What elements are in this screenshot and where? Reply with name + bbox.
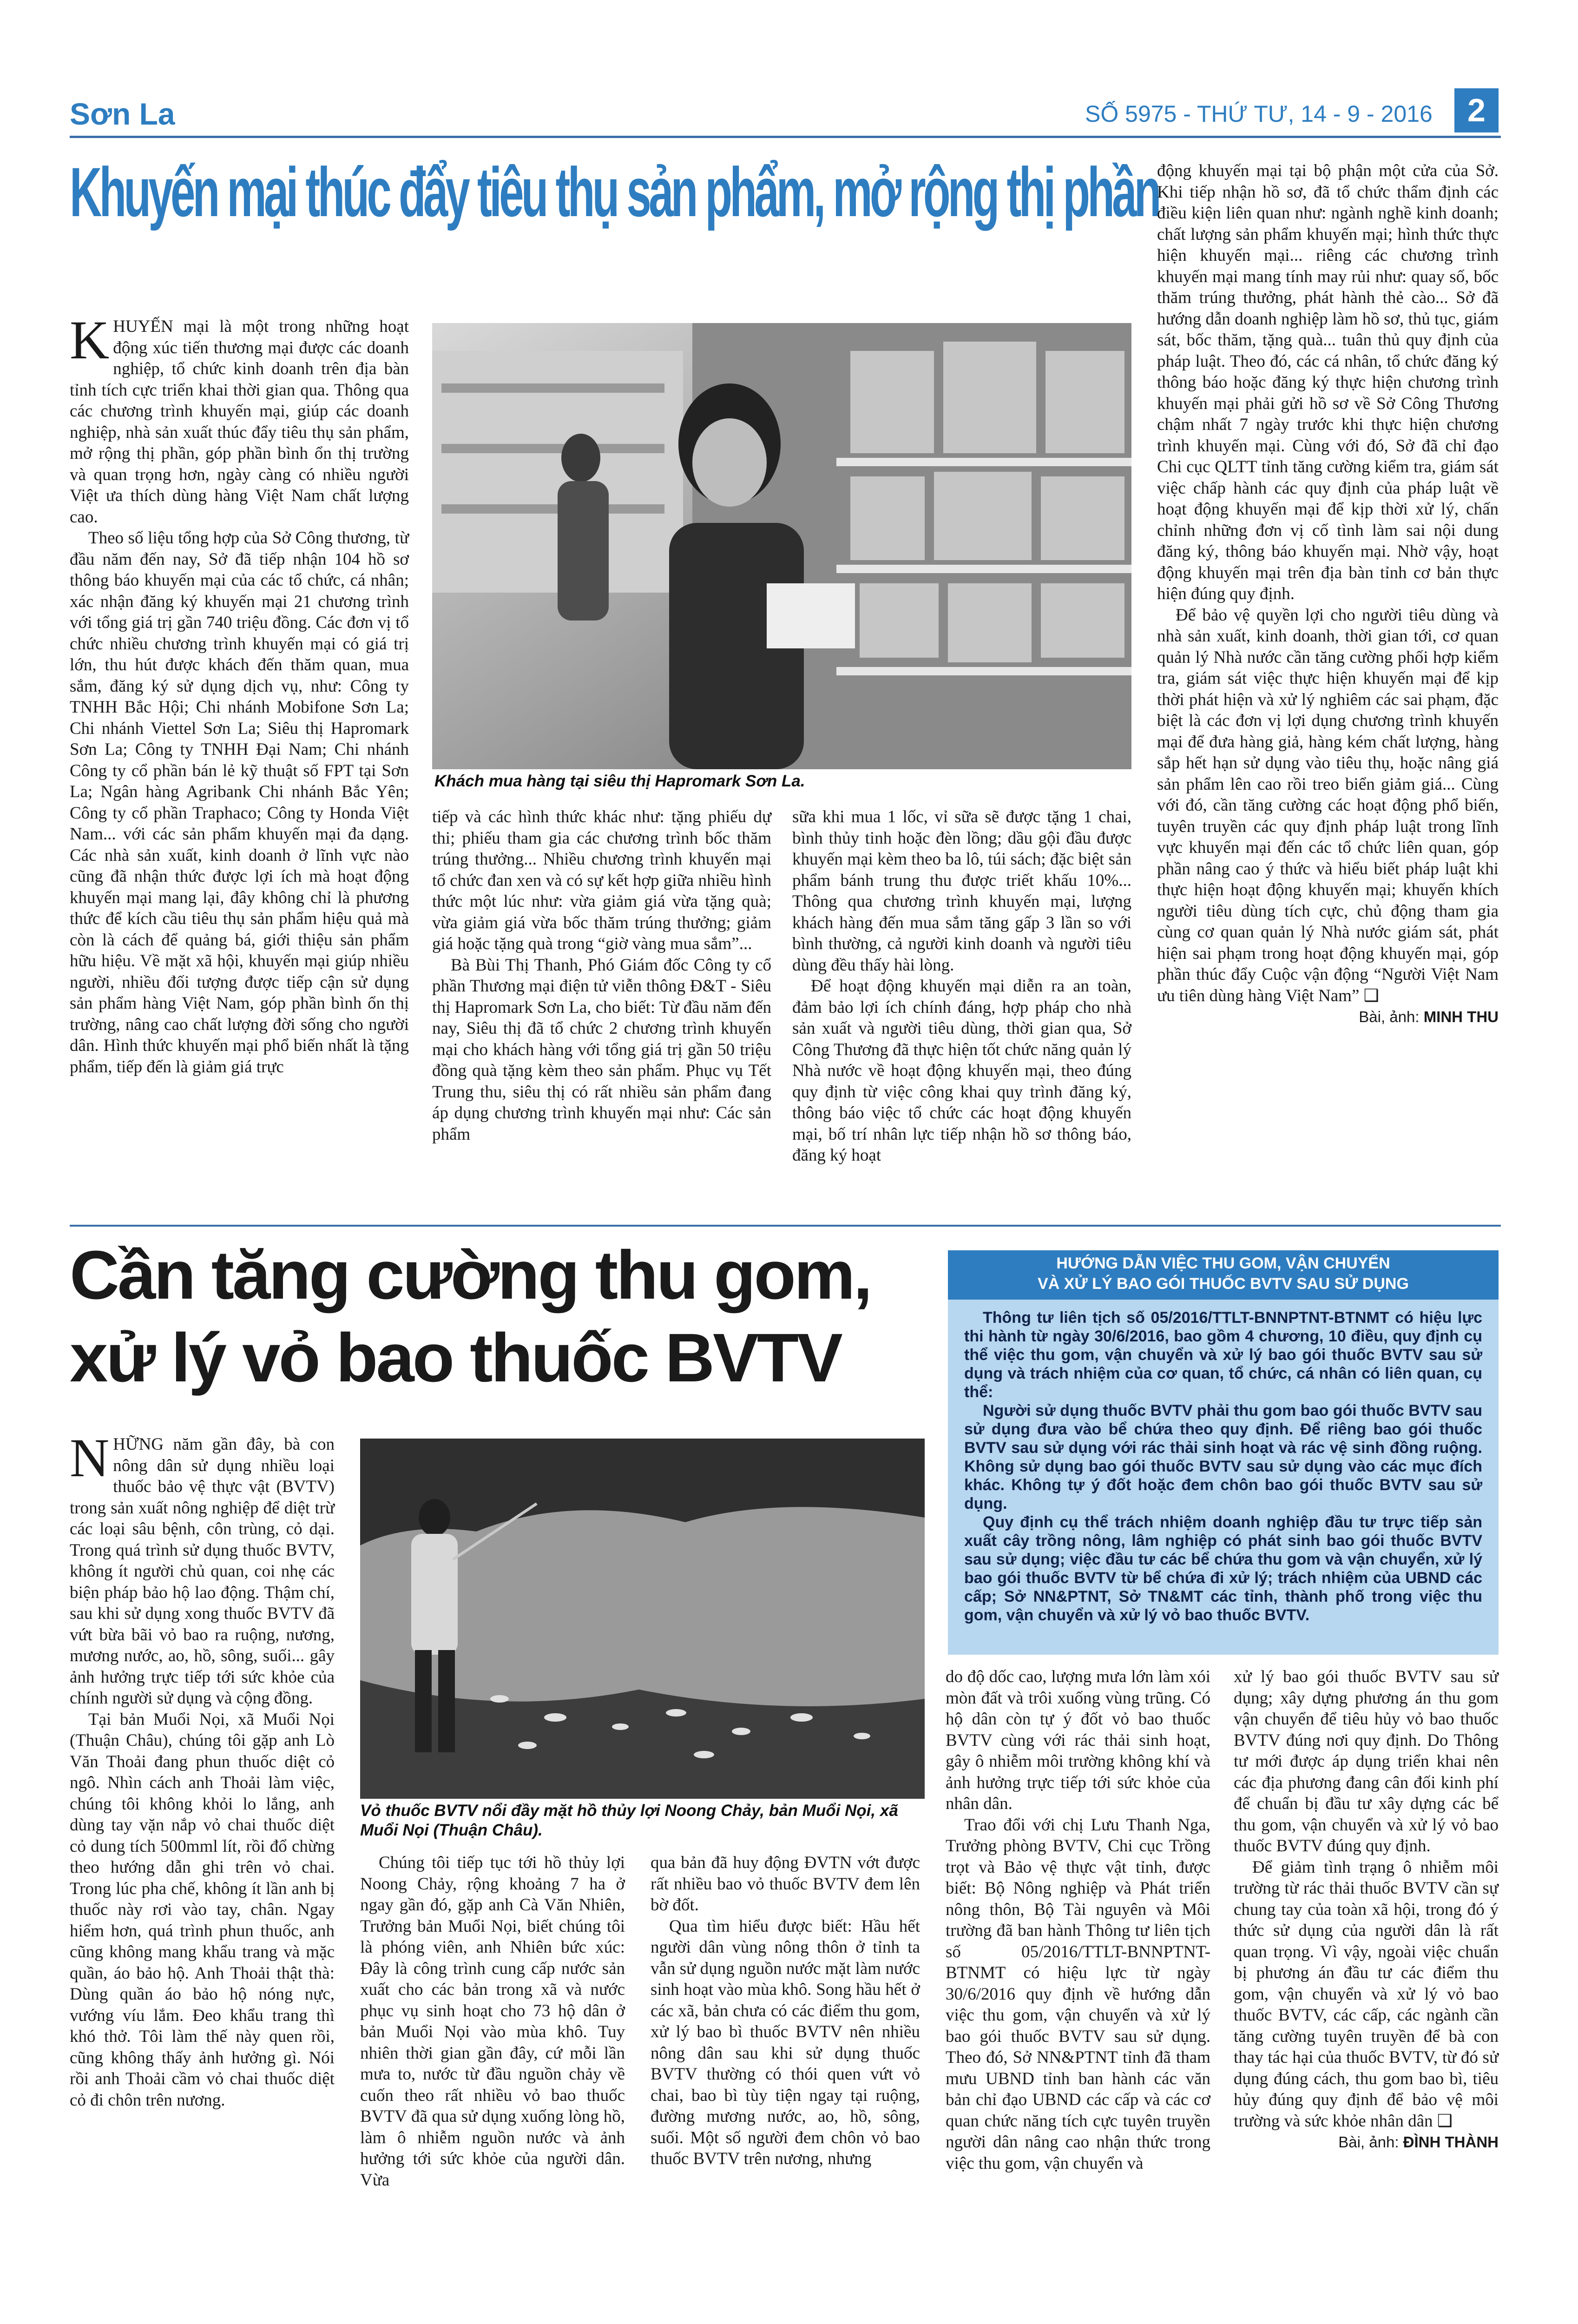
article2-byline	[1234, 2132, 1499, 2153]
header-rule	[70, 136, 1501, 138]
page-number: 2	[1454, 88, 1499, 132]
article2-col3-p1: qua bản đã huy động ĐVTN vớt được rất nhiều bao vỏ thuốc BVTV đem lên bờ đốt.	[651, 1853, 920, 1915]
article2-col1-p1: HỮNG năm gần đây, bà con nông dân sử dụng nhiều loại thuốc bảo vệ thực vật (BVTV) trong sản xuất nông nghiệp để diệt trừ các loại sâu bệnh, côn trùng, cỏ dại. Trong quá trình sử dụng thuốc BVTV, không ít người chủ quan, coi nhẹ các biện pháp bảo hộ lao động. Thậm chí, sau khi sử dụng xong thuốc BVTV đã vứt bừa bãi vỏ bao ra ruộng, nương, mương nước, ao, hồ, sông, suối... gây ảnh hưởng trực tiếp tới sức khỏe của chính người sử dụng và cộng đồng.	[70, 1435, 335, 1708]
article2-column-1	[70, 1427, 335, 2111]
guideline-title-line2: VÀ XỬ LÝ BAO GÓI THUỐC BVTV SAU SỬ DỤNG	[1038, 1275, 1409, 1293]
article2-title: Cần tăng cường thu gom, xử lý vỏ bao thuốc BVTV	[70, 1237, 871, 1396]
end-mark-icon: ❑	[1437, 2111, 1453, 2131]
article1-col2-p2: Bà Bùi Thị Thanh, Phó Giám đốc Công ty cổ phần Thương mại điện tử viễn thông Đ&T - Siêu thị Hapromark Sơn La, cho biết: Từ đầu năm đến nay, Siêu thị đã tổ chức 2 chương trình khuyến mại cho khách hàng với tổng giá trị gần 50 triệu đồng quà tặng kèm theo sản phẩm. Phục vụ Tết Trung thu, siêu thị có rất nhiều sản phẩm đang áp dụng chương trình khuyến mại như: Các sản phẩm	[432, 955, 771, 1144]
article2-column-3	[651, 1852, 920, 2170]
article2-col2-p1: Chúng tôi tiếp tục tới hồ thủy lợi Noong Chảy, rộng khoảng 7 ha ở ngay gần đó, gặp anh Cà Văn Nhiên, Trưởng bản Muổi Nọi, biết chúng tôi là phóng viên, anh Nhiên bức xúc: Đây là công trình cung cấp nước sản xuất cho các bản trong xã và nước phục vụ sinh hoạt cho 73 hộ dân ở bản Muổi Nọi vào mùa khô. Tuy nhiên thời gian gần đây, cứ mỗi lần mưa to, nước từ đầu nguồn chảy về cuốn theo rất nhiều vỏ bao thuốc BVTV đã qua sử dụng xuống lòng hồ, làm ô nhiễm nguồn nước và ảnh hưởng tới sức khỏe của người dân. Vừa	[360, 1853, 625, 2190]
article2-column-2	[360, 1852, 625, 2191]
supermarket-photo-caption: Khách mua hàng tại siêu thị Hapromark Sơn La.	[434, 772, 805, 790]
article1-col1-p2: Theo số liệu tổng hợp của Sở Công thương, từ đầu năm đến nay, Sở đã tiếp nhận 104 hồ sơ thông báo khuyến mại của các tổ chức, cá nhân; xác nhận đăng ký khuyến mại 21 chương trình với tổng giá trị gần 740 triệu đồng. Các đơn vị tổ chức nhiều chương trình khuyến mại có giá trị lớn, thu hút được khách đến thăm quan, mua sắm, đăng ký sử dụng dịch vụ, như: Công ty TNHH Bắc Hội; Chi nhánh Mobifone Sơn La; Chi nhánh Viettel Sơn La; Siêu thị Hapromark Sơn La; Công ty TNHH Đại Nam; Chi nhánh Công ty cổ phần bán lẻ kỹ thuật số FPT tại Sơn La; Ngân hàng Agribank Chi nhánh Bắc Yên; Công ty cổ phần Traphaco; Công ty Honda Việt Nam... với các sản phẩm khuyến mại đa dạng. Các nhà sản xuất, kinh doanh ở lĩnh vực nào cũng đã nhận thức được lợi ích mà hoạt động khuyến mại mang lại, đây không chỉ là phương thức để kích cầu tiêu thụ sản phẩm hiệu quả mà còn là cách để quảng bá, giới thiệu sản phẩm hữu hiệu. Về mặt xã hội, khuyến mại giúp nhiều người, nhiều đối tượng được tiếp cận sử dụng sản phẩm hàng Việt Nam, góp phần bình ổn thị trường, nâng cao chất lượng đời sống cho người dân. Hình thức khuyến mại phổ biến nhất là tặng phẩm, tiếp đến là giảm giá trực	[70, 528, 409, 1076]
article1-col2-p1: tiếp và các hình thức khác như: tặng phiếu dự thi; phiếu tham gia các chương trình bốc thăm trúng thưởng... Nhiều chương trình khuyến mại tổ chức đan xen và có sự kết hợp giữa nhiều hình thức một lúc như: vừa giảm giá vừa tặng quà; vừa giảm giá vừa bốc thăm trúng thưởng; giảm giá hoặc tặng quà trong “giờ vàng mua sắm”...	[432, 807, 771, 953]
article-divider	[70, 1225, 1501, 1227]
guideline-p2: Người sử dụng thuốc BVTV phải thu gom bao gói thuốc BVTV sau sử dụng đưa vào bể chứa theo quy định. Để riêng bao gói thuốc BVTV sau sử dụng với rác thải sinh hoạt và rác vệ sinh đồng ruộng. Không sử dụng bao gói thuốc BVTV sau sử dụng vào các mục đích khác. Không tự ý đốt hoặc đem chôn bao gói thuốc BVTV sau sử dụng.	[964, 1402, 1482, 1512]
issue-info: SỐ 5975 - THỨ TƯ, 14 - 9 - 2016	[1085, 101, 1433, 127]
guideline-p3: Quy định cụ thể trách nhiệm doanh nghiệp đầu tư trực tiếp sản xuất cây trồng nông, lâm nghiệp có phát sinh bao gói thuốc BVTV sau sử dụng; việc đầu tư các bể chứa thu gom và vận chuyển, xử lý bao gói thuốc BVTV từ bể chứa đi xử lý; trách nhiệm của UBND các cấp; Sở NN&PTNT, Sở TN&MT các tỉnh, thành phố trong việc thu gom, vận chuyển và xử lý vỏ bao thuốc BVTV.	[964, 1513, 1482, 1624]
supermarket-photo-graphic	[432, 323, 1131, 769]
article1-title: Khuyến mại thúc đẩy tiêu thụ sản phẩm, mở rộng thị phần	[70, 153, 1159, 231]
lake-photo-caption: Vỏ thuốc BVTV nổi đầy mặt hồ thủy lợi Noong Chảy, bản Muổi Nọi, xã Muổi Nọi (Thuận Châu).	[360, 1802, 898, 1839]
article2-col3-p2: Qua tìm hiểu được biết: Hầu hết người dân vùng nông thôn ở tỉnh ta vẫn sử dụng nguồn nước mặt làm nước sinh hoạt vào mùa khô. Song hầu hết ở các xã, bản chưa có các điểm thu gom, xử lý bao bì thuốc BVTV nên nhiều nông dân sau khi sử dụng thuốc BVTV thường có thói quen vứt vỏ chai, bao bì tùy tiện ngay tại ruộng, đường mương nước, ao, hồ, sông, suối. Một số người đem chôn vỏ bao thuốc BVTV trên nương, nhưng	[651, 1916, 920, 2168]
guideline-p1: Thông tư liên tịch số 05/2016/TTLT-BNNPTNT-BTNMT có hiệu lực thi hành từ ngày 30/6/2016, bao gồm 4 chương, 10 điều, quy định cụ thể việc thu gom, vận chuyển và xử lý bao gói thuốc BVTV sau sử dụng và trách nhiệm của cơ quan, tổ chức, cá nhân có liên quan, cụ thể:	[964, 1309, 1482, 1401]
article1-col4-p2-text: Để bảo vệ quyền lợi cho người tiêu dùng và nhà sản xuất, kinh doanh, thời gian tới, cơ quan quản lý Nhà nước cần tăng cường phối hợp kiểm tra, giám sát việc thực hiện khuyến mại để kịp thời phát hiện và xử lý nghiêm các sai phạm, đặc biệt là các đơn vị lợi dụng chương trình khuyến mại để đưa hàng giả, hàng kém chất lượng, hàng sắp hết hạn sử dụng vào tiêu thụ, hoặc nâng giá sản phẩm lên cao rồi treo biển giảm giá... Cùng với đó, cần tăng cường các hoạt động phổ biến, tuyên truyền các quy định pháp luật trong lĩnh vực khuyến mại đến các tổ chức liên quan, góp phần nâng cao ý thức và hiểu biết pháp luật khi thực hiện hoạt động khuyến mại; khuyến khích người tiêu dùng tích cực, chủ động tham gia cùng cơ quan quản lý Nhà nước giám sát, phát hiện sai phạm trong hoạt động khuyến mại, góp phần thúc đẩy Cuộc vận động “Người Việt Nam ưu tiên dùng hàng Việt Nam”	[1157, 605, 1499, 1005]
guideline-box-body	[964, 1308, 1482, 1624]
guideline-title-line1: HƯỚNG DẪN VIỆC THU GOM, VẬN CHUYỂN	[1056, 1254, 1390, 1272]
article1-col4-p1: động khuyến mại tại bộ phận một cửa của Sở. Khi tiếp nhận hồ sơ, đã tổ chức thẩm định các điều kiện liên quan như: ngành nghề kinh doanh; chất lượng sản phẩm khuyến mại; hình thức thực hiện khuyến mại... riêng các chương trình khuyến mại mang tính may rủi như: quay số, bốc thăm trúng thưởng, phát hành thẻ cào... Sở đã hướng dẫn doanh nghiệp làm hồ sơ, thủ tục, giám sát, bốc thăm, tặng quà... tuân thủ quy định của pháp luật. Theo đó, các cá nhân, tổ chức đăng ký thông báo hoặc đăng ký thực hiện chương trình khuyến mại phải gửi hồ sơ về Sở Công Thương chậm nhất 7 ngày trước khi thực hiện chương trình khuyến mại. Cùng với đó, Sở đã chỉ đạo Chi cục QLTT tỉnh tăng cường kiểm tra, giám sát việc chấp hành các quy định của pháp luật về hoạt động khuyến mại để kịp thời xử lý, chấn chỉnh những đơn vị cố tình làm sai nội dung đăng ký, thông báo khuyến mại. Nhờ vậy, hoạt động khuyến mại trên địa bàn tỉnh cơ bản thực hiện đúng quy định.	[1157, 161, 1499, 603]
article2-col5-p2	[1234, 1857, 1499, 2132]
article1-col4-p2	[1157, 605, 1499, 1007]
article2-col5-p2-text: Để giảm tình trạng ô nhiễm môi trường từ rác thải thuốc BVTV cần sự chung tay của toàn xã hội, trong đó ý thức sử dụng của người dân là rất quan trọng. Vì vậy, ngoài việc chuẩn bị phương án đầu tư các điểm thu gom, vận chuyển và xử lý vỏ bao thuốc BVTV, các cấp, các ngành cần tăng cường tuyên truyền để bà con thay tác hại của thuốc BVTV, từ đó sử dụng đúng cách, thu gom bao bì, tiêu hủy đúng quy định để bảo vệ môi trường và sức khỏe nhân dân	[1234, 1857, 1499, 2131]
article2-col4-p1: do độ dốc cao, lượng mưa lớn làm xói mòn đất và trôi xuống vùng trũng. Có hộ dân còn tự ý đốt vỏ bao thuốc BVTV cùng với rác thải sinh hoạt, gây ô nhiễm môi trường không khí và ảnh hưởng trực tiếp tới sức khỏe của nhân dân.	[946, 1667, 1210, 1813]
dropcap: K	[70, 310, 110, 370]
article1-column-1	[70, 310, 409, 1077]
article2-byline-label: Bài, ảnh:	[1338, 2133, 1399, 2151]
article2-column-5	[1234, 1666, 1499, 2153]
article1-column-2	[432, 806, 771, 1145]
article1-column-3	[792, 806, 1131, 1166]
lake-photo-graphic	[360, 1439, 925, 1799]
article2-col1-p2: Tại bản Muổi Nọi, xã Muổi Nọi (Thuận Châu), chúng tôi gặp anh Lò Văn Thoải đang phun thuốc diệt cỏ ngô. Nhìn cách anh Thoải làm việc, chúng tôi không khỏi lo lắng, anh dùng tay vặn nắp vỏ chai thuốc diệt cỏ dung tích 500mml lít, rồi đổ chừng theo hướng dẫn ghi trên vỏ chai. Trong lúc pha chế, không ít lần anh bị thuốc này rơi vào tay, chân. Ngay hiểm hơn, quá trình phun thuốc, anh cũng không mang khẩu trang và mặc quần, áo bảo hộ. Anh Thoải thật thà: Dùng quần áo bảo hộ nóng nực, vướng víu lắm. Đeo khẩu trang thì khó thở. Tôi làm thế này quen rồi, cũng không thấy ảnh hưởng gì. Nói rồi anh Thoải cầm vỏ chai thuốc diệt cỏ đi chôn trên nương.	[70, 1710, 335, 2110]
article2-col5-p1: xử lý bao gói thuốc BVTV sau sử dụng; xây dựng phương án thu gom vận chuyển để tiêu hủy vỏ bao thuốc BVTV đúng nơi quy định. Do Thông tư mới được áp dụng triển khai nên các địa phương đang cân đối kinh phí để chuẩn bị đầu tư xây dựng các bể thu gom, vận chuyển và xử lý vỏ bao thuốc BVTV đúng quy định.	[1234, 1667, 1499, 1855]
article1-col3-p2: Để hoạt động khuyến mại diễn ra an toàn, đảm bảo lợi ích chính đáng, hợp pháp cho nhà sản xuất và người tiêu dùng, thời gian qua, Sở Công Thương đã thực hiện tốt chức năng quản lý Nhà nước về hoạt động khuyến mại, theo đúng quy định từ việc công khai quy trình đăng ký, thông báo việc tổ chức các hoạt động khuyến mại, bố trí nhân lực tiếp nhận hồ sơ thông báo, đăng ký hoạt	[792, 977, 1131, 1165]
guideline-box-title	[948, 1250, 1499, 1300]
article2-byline-author: ĐÌNH THÀNH	[1403, 2133, 1499, 2151]
article1-col3-p1: sữa khi mua 1 lốc, vỉ sữa sẽ được tặng 1 chai, bình thủy tinh hoặc đèn lồng; dầu gội đầu được khuyến mại kèm theo ba lô, túi sách; đặc biệt sản phẩm bánh trung thu được triết khấu 10%... Thông qua chương trình khuyến mại, lượng khách hàng đến mua sắm tăng gấp 3 lần so với bình thường, cả người kinh doanh và người tiêu dùng đều thấy hài lòng.	[792, 807, 1131, 975]
article1-column-4	[1157, 160, 1499, 1028]
end-mark-icon: ❑	[1363, 986, 1379, 1005]
lake-photo	[360, 1439, 925, 1799]
article1-byline-author: MINH THU	[1423, 1008, 1499, 1025]
article2-col4-p2: Trao đổi với chị Lưu Thanh Nga, Trưởng phòng BVTV, Chi cục Trồng trọt và Bảo vệ thực vật tỉnh, được biết: Bộ Nông nghiệp và Phát triển nông thôn, Bộ Tài nguyên và Môi trường đã ban hành Thông tư liên tịch số 05/2016/TTLT-BNNPTNT-BTNMT có hiệu lực từ ngày 30/6/2016 quy định về hướng dẫn việc thu gom, vận chuyển và xử lý bao gói thuốc BVTV sau sử dụng. Theo đó, Sở NN&PTNT tỉnh đã tham mưu UBND tỉnh ban hành các văn bản chỉ đạo UBND các cấp và các cơ quan chức năng tích cực tuyên truyền người dân nâng cao nhận thức trong việc thu gom, vận chuyển và	[946, 1815, 1210, 2173]
dropcap: N	[70, 1427, 110, 1488]
article1-byline	[1157, 1006, 1499, 1028]
article1-col1-p1: HUYẾN mại là một trong những hoạt động xúc tiến thương mại được các doanh nghiệp, tổ chức kinh doanh trên địa bàn tỉnh tích cực triển khai thời gian qua. Thông qua các chương trình khuyến mại, giúp các doanh nghiệp, nhà sản xuất thúc đẩy tiêu thụ sản phẩm, mở rộng thị phần, góp phần bình ổn thị trường và quan trọng hơn, ngày càng có nhiều người Việt ưa thích dùng hàng Việt Nam chất lượng cao.	[70, 317, 409, 527]
article2-column-4	[946, 1666, 1210, 2174]
article1-byline-label: Bài, ảnh:	[1359, 1008, 1420, 1025]
section-label: Sơn La	[70, 97, 175, 131]
supermarket-photo	[432, 323, 1131, 769]
